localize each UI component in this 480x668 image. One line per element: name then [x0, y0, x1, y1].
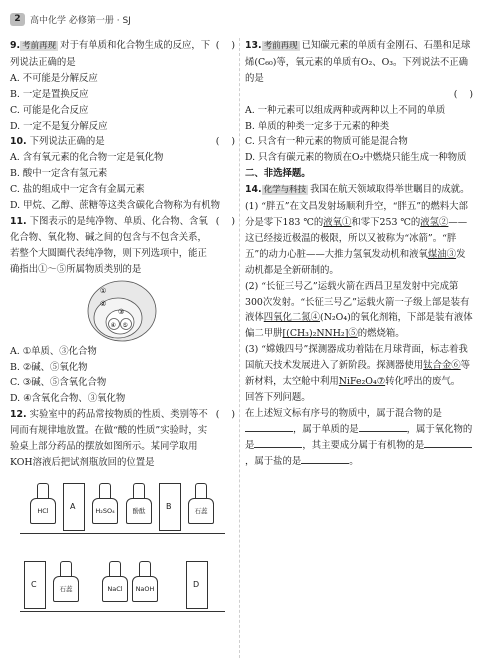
circle-label-2: ② — [100, 299, 107, 308]
reagent-bottle: NaOH — [132, 561, 158, 602]
question-14 — [245, 182, 473, 199]
question-stem: 我国在航天领域取得举世瞩目的成就。 — [310, 184, 470, 196]
question-9 — [10, 38, 235, 71]
underlined-substance: [(CH₃)₂NNH₂]⑤ — [282, 328, 358, 340]
underlined-substance: 钛合金⑥ — [423, 360, 461, 372]
reagent-bottle: 酚酞 — [126, 483, 152, 524]
question-stem: 下列说法正确的是 — [29, 136, 105, 148]
right-column — [245, 38, 473, 469]
nested-circles-figure — [10, 278, 235, 344]
circle-label-3: ③ — [118, 307, 125, 316]
question-number: 9. — [10, 40, 21, 51]
reagent-shelf-figure — [10, 475, 235, 645]
option: B. ②碱、⑤氧化物 — [10, 361, 88, 373]
question-number: 13. — [245, 40, 262, 51]
venn-diagram — [10, 278, 235, 344]
answer-blank[interactable] — [245, 422, 293, 432]
answer-paren: ( ) — [215, 136, 235, 148]
shelf-top — [20, 533, 225, 534]
question-tag: 考前再现 — [263, 41, 298, 51]
left-column — [10, 38, 235, 645]
book-title: 高中化学 必修第一册 · SJ — [30, 15, 131, 26]
option: A. 不可能是分解反应 — [10, 72, 98, 84]
answer-blank[interactable] — [301, 454, 349, 464]
underlined-substance: 液氢② — [420, 216, 449, 228]
shelf-bottom — [20, 611, 225, 612]
answer-paren: ( ) — [215, 215, 235, 227]
question-number: 11. — [10, 215, 27, 227]
option: D. ④含氧化合物、③氧化物 — [10, 393, 126, 405]
question-stem: 实验室中的药品常按物质的性质、类别等不同而有规律地放置。在做“酸的性质”实验时，实验桌上部分药品的摆放如图所示。某同学取用KOH溶液后把试剂瓶放回的位置是 — [10, 409, 208, 468]
cabinet-label: A — [70, 501, 76, 511]
cabinet-label: B — [166, 501, 172, 511]
option: B. 酸中一定含有氢元素 — [10, 168, 108, 180]
cabinet-label: C — [31, 579, 37, 589]
page-number: 2 — [10, 13, 25, 26]
answer-paren: ( ) — [453, 88, 473, 100]
circle-label-1: ① — [100, 286, 107, 295]
q14-item-1: (1) “胖五”在文昌发射场顺利升空，“胖五”的燃料大部分是零下183 ℃的液氧①和零下253 ℃的液氢②——这已经接近极温的极限，所以又被称为“冰箭”。“胖五”的动力心脏——大推力氢氧发动机和液氧煤油③发动机都是全新研制的。 — [245, 201, 468, 276]
cabinet-label: D — [193, 579, 200, 589]
question-number: 14. — [245, 184, 262, 196]
reagent-bottle: H₂SO₄ — [92, 483, 118, 524]
option: D. 只含有碳元素的物质在O₂中燃烧只能生成一种物质 — [245, 152, 467, 164]
answer-blank[interactable] — [254, 438, 302, 448]
reagent-bottle: 石蕊 — [188, 483, 214, 524]
question-tag: 考前再现 — [22, 41, 57, 51]
answer-blank[interactable] — [424, 438, 472, 448]
section-heading: 二、非选择题。 — [245, 168, 311, 180]
question-stem: 下图表示的是纯净物、单质、化合物、含氧化合物、氧化物、碱之间的包含与不包含关系，若整个大圆圈代表纯净物，则下列选项中，能正确指出①～⑤所属物质类别的是 — [10, 215, 208, 275]
reagent-bottle: HCl — [30, 483, 56, 524]
q14-fill-in: 在上述短文标有序号的物质中，属于混合物的是，属于单质的是 ，属于氧化物的是 ，其主要成分属于有机物的是，属于盐的是 。 — [245, 407, 473, 467]
option: C. 只含有一种元素的物质可能是混合物 — [245, 136, 408, 148]
option: A. 一种元素可以组成两种或两种以上不同的单质 — [245, 104, 446, 116]
option: A. ①单质、③化合物 — [10, 345, 97, 357]
option: D. 甲烷、乙醇、蔗糖等这类含碳化合物称为有机物 — [10, 200, 221, 212]
q14-ask: 回答下列问题。 — [245, 391, 311, 403]
question-tag: 化学与科技 — [263, 185, 307, 196]
option: B. 一定是置换反应 — [10, 88, 89, 100]
q14-item-2: (2) “长征三号乙”运载火箭在西昌卫星发射中完成第300次发射。“长征三号乙”运载火箭一子级上部是装有液体四氧化二氮④(N₂O₄)的氧化剂箱，下部是装有液体偏二甲肼[(CH₃)₂NNH₂]⑤的燃烧箱。 — [245, 280, 473, 340]
underlined-substance: 四氧化二氮④ — [263, 312, 321, 324]
page-header — [10, 10, 131, 28]
question-10 — [10, 134, 235, 150]
question-13 — [245, 38, 473, 87]
underlined-substance: 煤油③ — [427, 248, 457, 260]
question-12 — [10, 407, 235, 471]
option: D. 一定不是复分解反应 — [10, 120, 108, 132]
circle-label-4: ④ — [110, 321, 116, 329]
answer-blank[interactable] — [359, 422, 407, 432]
column-divider — [239, 38, 240, 658]
circle-label-5: ⑤ — [122, 321, 128, 329]
question-number: 10. — [10, 136, 27, 148]
option: B. 单质的种类一定多于元素的种类 — [245, 120, 390, 132]
reagent-bottle: NaCl — [102, 561, 128, 602]
question-11 — [10, 214, 235, 278]
underlined-substance: 液氧① — [323, 216, 352, 228]
option: C. 可能是化合反应 — [10, 104, 89, 116]
q14-item-3: (3) “嫦娥四号”探测器成功着陆在月球背面，标志着我国航天技术发展进入了新阶段。探测器使用钛合金⑥等新材料，太空舱中利用NiFe₂O₄⑦转化呼出的废气。 — [245, 344, 471, 388]
underlined-substance: NiFe₂O₄⑦ — [338, 376, 386, 388]
question-number: 12. — [10, 409, 27, 421]
reagent-bottle: 石蕊 — [53, 561, 79, 602]
option: C. 盐的组成中一定含有金属元素 — [10, 184, 145, 196]
option: A. 含有氧元素的化合物一定是氧化物 — [10, 152, 164, 164]
question-stem: 已知碳元素的单质有金刚石、石墨和足球烯(C₆₀)等，氧元素的单质有O₂、O₃。下列说法不正确的是 — [245, 40, 471, 84]
answer-paren: ( ) — [215, 409, 235, 421]
option: C. ③碱、⑤含氧化合物 — [10, 377, 107, 389]
answer-paren: ( ) — [215, 40, 235, 51]
question-stem: 对于有单质和化合物生成的反应，下列说法正确的是 — [10, 40, 211, 68]
